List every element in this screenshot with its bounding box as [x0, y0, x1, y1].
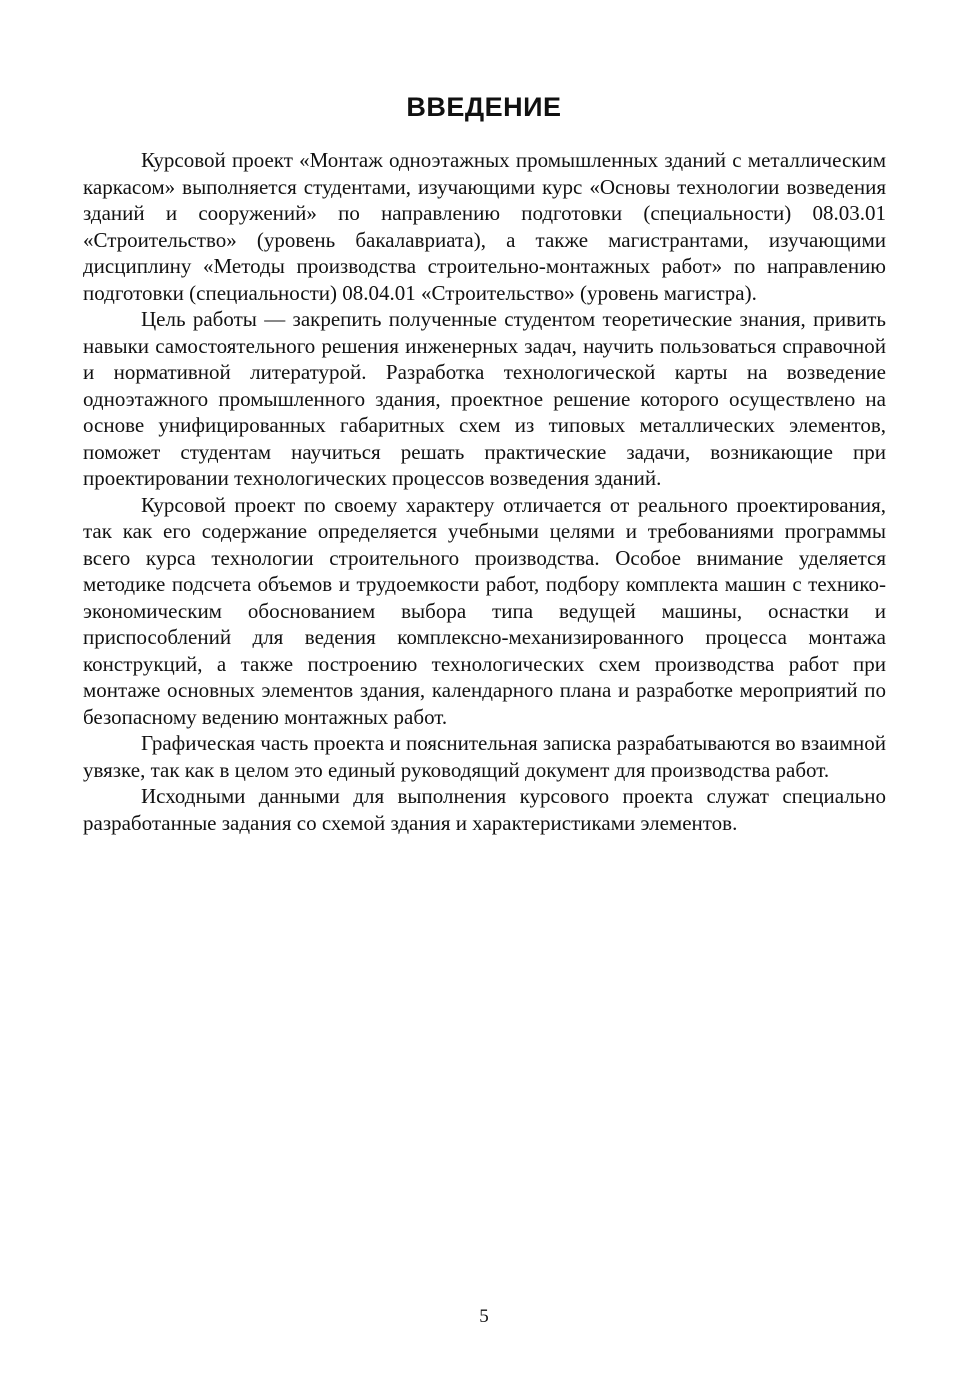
paragraph-intro: Курсовой проект «Монтаж одноэтажных промышленных зданий с металлическим каркасом» выполняется студентами, изучающими курс «Основы технологии возведения зданий и сооружений» по направлению подготовки (специальности) 08.03.01 «Строительство» (уровень бакалавриата), а также магистрантами, изучающими дисциплину «Методы производства строительно-монтажных работ» по направлению подготовки (специальности) 08.04.01 «Строительство» (уровень магистра). — [83, 148, 886, 305]
page-number: 5 — [479, 1306, 489, 1327]
paragraph-source-data: Исходными данными для выполнения курсового проекта служат специально разработанные задания со схемой здания и характеристиками элементов. — [83, 784, 886, 835]
paragraph-goal: Цель работы — закрепить полученные студентом теоретические знания, привить навыки самостоятельного решения инженерных задач, научить пользоваться справочной и нормативной литературой. Разработка технологической карты на возведение одноэтажного промышленного здания, проектное решение которого осуществлено на основе унифицированных габаритных схем из типовых металлических элементов, поможет студентам научиться решать практические задачи, возникающие при проектировании технологических процессов возведения зданий. — [83, 307, 886, 490]
body-text — [83, 147, 886, 836]
paragraph-graphic-part: Графическая часть проекта и пояснительная записка разрабатываются во взаимной увязке, так как в целом это единый руководящий документ для производства работ. — [83, 731, 886, 782]
paragraph-character: Курсовой проект по своему характеру отличается от реального проектирования, так как его содержание определяется учебными целями и требованиями программы всего курса технологии строительного производства. Особое внимание уделяется методике подсчета объемов и трудоемкости работ, подбору комплекта машин с технико-экономическим обоснованием выбора типа ведущей машины, оснастки и приспособлений для ведения комплексно-механизированного процесса монтажа конструкций, а также построению технологических схем производства работ при монтаже основных элементов здания, календарного плана и разработке мероприятий по безопасному ведению монтажных работ. — [83, 492, 886, 729]
page-title: ВВЕДЕНИЕ — [406, 92, 562, 122]
